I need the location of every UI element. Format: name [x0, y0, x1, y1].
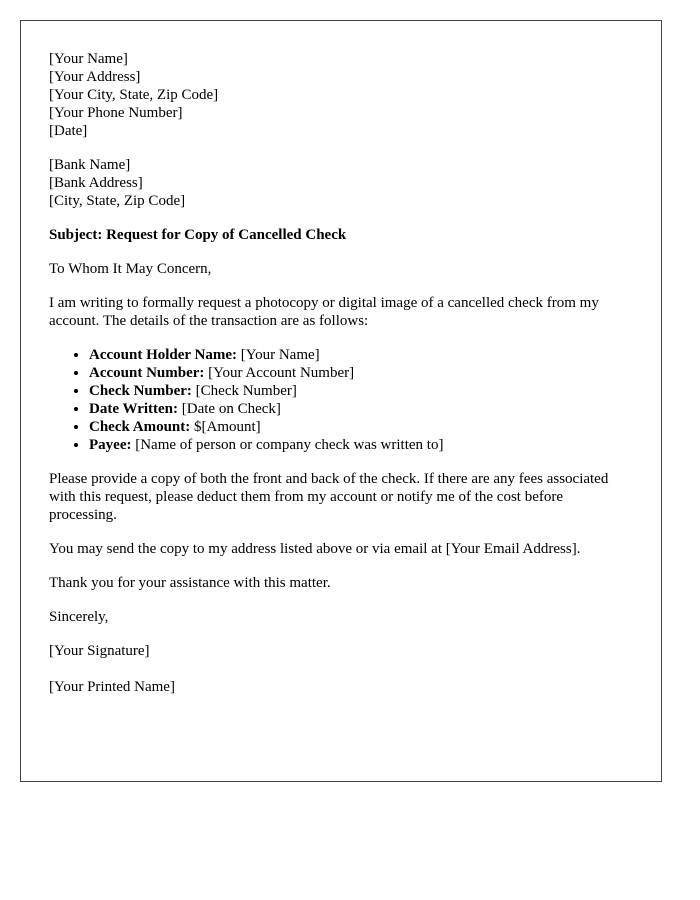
- detail-label: Account Holder Name:: [89, 347, 238, 363]
- send-paragraph: You may send the copy to my address listed above or via email at [Your Email Address].: [49, 541, 581, 557]
- sender-address-block: [49, 50, 633, 140]
- letter-date: [Date]: [49, 123, 88, 139]
- sender-city-state-zip: [Your City, State, Zip Code]: [49, 87, 219, 103]
- list-item: [89, 400, 633, 418]
- sender-address: [Your Address]: [49, 69, 141, 85]
- sender-name: [Your Name]: [49, 51, 128, 67]
- detail-value: [Name of person or company check was written to]: [131, 437, 444, 453]
- detail-label: Payee:: [89, 437, 132, 453]
- detail-value: [Date on Check]: [178, 401, 281, 417]
- sender-phone: [Your Phone Number]: [49, 105, 183, 121]
- list-item: [89, 418, 633, 436]
- list-item: [89, 382, 633, 400]
- closing: Sincerely,: [49, 609, 109, 625]
- detail-value: [Your Account Number]: [204, 365, 355, 381]
- bank-address: [Bank Address]: [49, 175, 143, 191]
- list-item: [89, 436, 633, 454]
- salutation: To Whom It May Concern,: [49, 261, 212, 277]
- thanks-paragraph: Thank you for your assistance with this matter.: [49, 575, 331, 591]
- detail-label: Check Number:: [89, 383, 192, 399]
- fees-paragraph: Please provide a copy of both the front and back of the check. If there are any fees associated with this request, please deduct them from my account or notify me of the cost before processing.: [49, 471, 609, 523]
- subject-line: Subject: Request for Copy of Cancelled Check: [49, 227, 347, 243]
- list-item: [89, 364, 633, 382]
- intro-paragraph: I am writing to formally request a photocopy or digital image of a cancelled check from my account. The details of the transaction are as follows:: [49, 295, 599, 329]
- detail-label: Account Number:: [89, 365, 205, 381]
- letter-page: [20, 20, 662, 782]
- printed-name: [Your Printed Name]: [49, 679, 175, 695]
- list-item: [89, 346, 633, 364]
- signature-placeholder: [Your Signature]: [49, 643, 150, 659]
- detail-label: Check Amount:: [89, 419, 191, 435]
- detail-label: Date Written:: [89, 401, 179, 417]
- recipient-address-block: [49, 156, 633, 210]
- detail-value: $[Amount]: [190, 419, 261, 435]
- bank-city-state-zip: [City, State, Zip Code]: [49, 193, 186, 209]
- transaction-details-list: [49, 346, 633, 454]
- bank-name: [Bank Name]: [49, 157, 131, 173]
- detail-value: [Your Name]: [237, 347, 320, 363]
- detail-value: [Check Number]: [191, 383, 297, 399]
